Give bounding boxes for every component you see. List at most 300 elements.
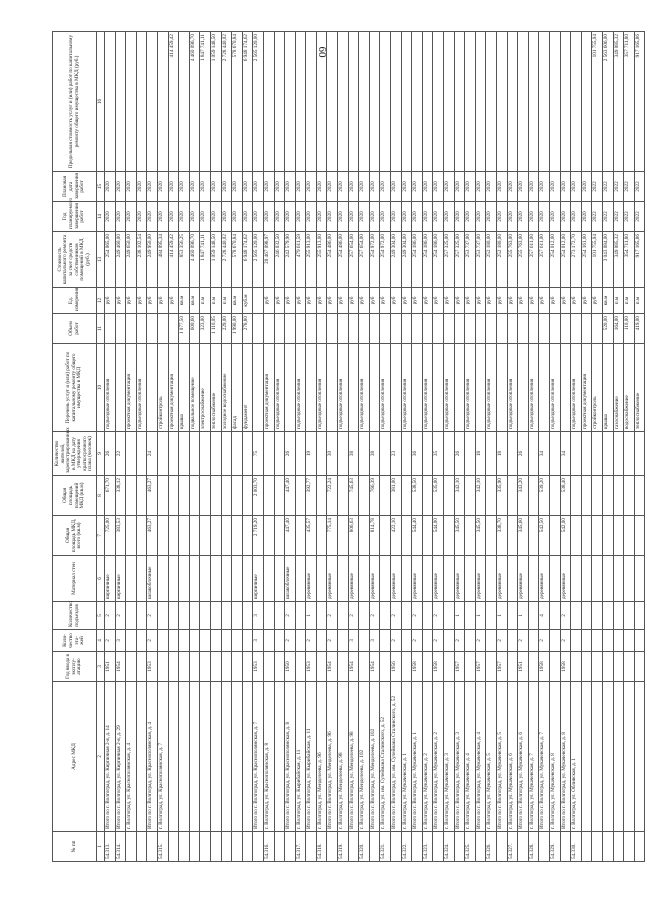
table-row (624, 32, 635, 862)
total-area-cell: 383,53 (115, 516, 126, 556)
entrances-cell (126, 602, 137, 630)
plan-year-cell: 2020 (454, 202, 465, 232)
table-row (602, 32, 613, 862)
wall-material-cell (200, 556, 211, 602)
work-type-cell (433, 344, 444, 432)
floors-cell: 3 (253, 630, 264, 652)
unit-cell: руб (581, 288, 592, 314)
volume-cell (380, 314, 391, 344)
entrances-cell (242, 602, 253, 630)
row-number: 54.318. (316, 832, 327, 862)
plan-year-cell: 2020 (433, 202, 444, 232)
entrances-cell (189, 602, 200, 630)
rotated-table-sheet (52, 32, 641, 862)
volume-cell: 520,00 (602, 314, 613, 344)
year-cell (571, 652, 582, 682)
premises-area-cell: 392,77 (306, 476, 317, 516)
header-cell: Общая площадь помещений МКД (кв.м) (53, 476, 97, 516)
plan-date-cell: 2020 (285, 172, 296, 202)
row-number (126, 832, 137, 862)
cost-cell: 257 654,00 (348, 232, 359, 288)
header-cell: Плановая дата завершения работ (53, 172, 97, 202)
limit-cost-cell (475, 32, 486, 172)
volume-cell: 1 077,50 (179, 314, 190, 344)
premises-area-cell (444, 476, 455, 516)
premises-area-cell (210, 476, 221, 516)
residents-cell: 38 (369, 432, 380, 476)
limit-cost-cell: 917 165,86 (634, 32, 645, 172)
year-cell: 1957 (454, 652, 465, 682)
total-area-cell (168, 516, 179, 556)
work-type-cell: подъездные отопления (507, 344, 518, 432)
entrances-cell (592, 602, 603, 630)
table-row (401, 32, 412, 862)
residents-cell (507, 432, 518, 476)
limit-cost-cell: 2 563 606,00 (602, 32, 613, 172)
total-area-cell (295, 516, 306, 556)
premises-area-cell: 447,40 (285, 476, 296, 516)
limit-cost-cell (295, 32, 306, 172)
column-index: 7 (97, 516, 105, 556)
volume-cell (581, 314, 592, 344)
entrances-cell (359, 602, 370, 630)
plan-year-cell: 2020 (316, 202, 327, 232)
year-cell (444, 652, 455, 682)
floors-cell (189, 630, 200, 652)
work-type-cell: проектная документация (581, 344, 592, 432)
volume-cell (253, 314, 264, 344)
plan-date-cell: 2022 (634, 172, 645, 202)
total-area-cell (380, 516, 391, 556)
residents-cell (136, 432, 147, 476)
total-area-cell (444, 516, 455, 556)
unit-cell: п.м (624, 288, 635, 314)
unit-cell: руб (359, 288, 370, 314)
wall-material-cell: деревянные (306, 556, 317, 602)
floors-cell (295, 630, 306, 652)
plan-year-cell: 2020 (274, 202, 285, 232)
row-number (253, 832, 264, 862)
residents-cell: 18 (475, 432, 486, 476)
row-number (210, 832, 221, 862)
year-cell (338, 652, 349, 682)
limit-cost-cell (571, 32, 582, 172)
floors-cell (528, 630, 539, 652)
floors-cell (602, 630, 613, 652)
table-row (136, 32, 147, 862)
total-area-cell: 806,63 (348, 516, 359, 556)
floors-cell (549, 630, 560, 652)
entrances-cell (613, 602, 624, 630)
wall-material-cell: шлакоблочные (147, 556, 158, 602)
total-area-cell (232, 516, 243, 556)
cost-cell: 252 180,00 (486, 232, 497, 288)
plan-date-cell: 2020 (200, 172, 211, 202)
floors-cell (210, 630, 221, 652)
floors-cell: 2 (147, 630, 158, 652)
cost-cell: 257 325,00 (454, 232, 465, 288)
volume-cell (168, 314, 179, 344)
limit-cost-cell (179, 32, 190, 172)
cost-cell: 479 611,59 (295, 232, 306, 288)
header-cell: Адрес МКД (53, 682, 97, 832)
header-cell: Год планируемого завершения работ (53, 202, 97, 232)
address-cell (221, 682, 232, 832)
plan-date-cell: 2020 (136, 172, 147, 202)
year-cell: 1958 (539, 652, 550, 682)
volume-cell (549, 314, 560, 344)
wall-material-cell (189, 556, 200, 602)
cost-cell: 254 012,00 (560, 232, 571, 288)
total-area-cell (200, 516, 211, 556)
address-cell: г. Волгоград, ул. Мукачевская, д. 8 (549, 682, 560, 832)
address-cell: г. Волгоград, ул. Мукачевская, д. 4 (465, 682, 476, 832)
table-row (486, 32, 497, 862)
cost-cell: 249 460,00 (115, 232, 126, 288)
limit-cost-cell: 2 565 120,00 (253, 32, 264, 172)
plan-date-cell: 2020 (539, 172, 550, 202)
cost-cell: 254 972,00 (380, 232, 391, 288)
table-row (316, 32, 327, 862)
row-number: 54.323. (422, 832, 433, 862)
year-cell (507, 652, 518, 682)
entrances-cell (210, 602, 221, 630)
row-number (179, 832, 190, 862)
wall-material-cell (232, 556, 243, 602)
plan-year-cell: 2022 (592, 202, 603, 232)
limit-cost-cell (518, 32, 529, 172)
row-number: 54.313. (105, 832, 116, 862)
residents-cell (359, 432, 370, 476)
cost-cell: 484 095,34 (157, 232, 168, 288)
year-cell: 1954 (348, 652, 359, 682)
total-area-cell: 422,10 (391, 516, 402, 556)
volume-cell (518, 314, 529, 344)
table-row (242, 32, 253, 862)
table-row (221, 32, 232, 862)
unit-cell: кв.м (232, 288, 243, 314)
year-cell (380, 652, 391, 682)
residents-cell (602, 432, 613, 476)
row-number: 54.320. (359, 832, 370, 862)
year-cell (126, 652, 137, 682)
total-area-cell: 345,60 (518, 516, 529, 556)
unit-cell: руб (571, 288, 582, 314)
table-row (306, 32, 317, 862)
address-cell: г. Волгоград, ул. Мукачевская, д. 5 (486, 682, 497, 832)
total-area-cell (602, 516, 613, 556)
year-cell (602, 652, 613, 682)
plan-year-cell: 2020 (126, 202, 137, 232)
entrances-cell (444, 602, 455, 630)
cost-cell: 414 459,42 (168, 232, 179, 288)
address-cell (136, 682, 147, 832)
plan-year-cell: 2020 (253, 202, 264, 232)
plan-date-cell: 2020 (518, 172, 529, 202)
plan-year-cell: 2020 (115, 202, 126, 232)
total-area-cell (422, 516, 433, 556)
entrances-cell (380, 602, 391, 630)
work-type-cell: подъездные отопления (528, 344, 539, 432)
floors-cell (444, 630, 455, 652)
limit-cost-cell (274, 32, 285, 172)
column-index: 1 (97, 832, 105, 862)
volume-cell (105, 314, 116, 344)
header-cell: Коли-чество эта-жей (53, 630, 97, 652)
floors-cell (592, 630, 603, 652)
cost-cell: 242 579,90 (285, 232, 296, 288)
work-type-cell: подъездные отопления (465, 344, 476, 432)
cost-cell: 254 186,00 (412, 232, 423, 288)
plan-date-cell: 2020 (274, 172, 285, 202)
cost-cell: 246 032,50 (274, 232, 285, 288)
cost-cell: 2 565 120,00 (253, 232, 264, 288)
wall-material-cell (295, 556, 306, 602)
table-row (634, 32, 645, 862)
floors-cell (200, 630, 211, 652)
address-cell (581, 682, 592, 832)
residents-cell: 34 (539, 432, 550, 476)
work-type-cell (348, 344, 359, 432)
table-row (391, 32, 402, 862)
year-cell (613, 652, 624, 682)
unit-cell: руб (592, 288, 603, 314)
cost-cell: 4 460 096,70 (189, 232, 200, 288)
volume-cell (126, 314, 137, 344)
address-cell (624, 682, 635, 832)
cost-cell: 254 186,00 (433, 232, 444, 288)
column-index: 11 (97, 314, 105, 344)
volume-cell (475, 314, 486, 344)
unit-cell (253, 288, 264, 314)
address-cell: Итого по г. Волгоград, ул. Краснополянская, д. 7 (253, 682, 264, 832)
unit-cell: руб (507, 288, 518, 314)
floors-cell (634, 630, 645, 652)
year-cell (401, 652, 412, 682)
row-number (518, 832, 529, 862)
limit-cost-cell (465, 32, 476, 172)
table-row (613, 32, 624, 862)
plan-date-cell: 2020 (486, 172, 497, 202)
row-number (327, 832, 338, 862)
work-type-cell: подъездные отопления (295, 344, 306, 432)
plan-year-cell: 2020 (147, 202, 158, 232)
premises-area-cell (359, 476, 370, 516)
premises-area-cell (592, 476, 603, 516)
unit-cell: руб (263, 288, 274, 314)
plan-date-cell: 2020 (380, 172, 391, 202)
work-type-cell: проектная документация (126, 344, 137, 432)
wall-material-cell (242, 556, 253, 602)
floors-cell: 2 (391, 630, 402, 652)
limit-cost-cell (412, 32, 423, 172)
wall-material-cell (380, 556, 391, 602)
total-area-cell: 345,50 (475, 516, 486, 556)
total-area-cell (401, 516, 412, 556)
unit-cell: руб (147, 288, 158, 314)
work-type-cell: подъездные отопления (274, 344, 285, 432)
address-cell (242, 682, 253, 832)
floors-cell (401, 630, 412, 652)
entrances-cell (634, 602, 645, 630)
address-cell (602, 682, 613, 832)
unit-cell: руб (295, 288, 306, 314)
floors-cell: 2 (105, 630, 116, 652)
plan-year-cell: 2020 (391, 202, 402, 232)
wall-material-cell (359, 556, 370, 602)
entrances-cell: 1 (306, 602, 317, 630)
table-row (380, 32, 391, 862)
limit-cost-cell: 101 755,04 (592, 32, 603, 172)
header-cell: Перечень услуг и (или) работ по капитальному ремонту общего имущества в МКД (53, 344, 97, 432)
table-row (475, 32, 486, 862)
work-type-cell (454, 344, 465, 432)
limit-cost-cell (422, 32, 433, 172)
residents-cell (422, 432, 433, 476)
row-number (539, 832, 550, 862)
entrances-cell: 1 (518, 602, 529, 630)
volume-cell (454, 314, 465, 344)
total-area-cell: 447,40 (285, 516, 296, 556)
header-cell: Год ввода в эксплу-атацию (53, 652, 97, 682)
wall-material-cell: деревянные (539, 556, 550, 602)
year-cell (200, 652, 211, 682)
residents-cell: 26 (518, 432, 529, 476)
total-area-cell: 542,00 (560, 516, 571, 556)
row-number (348, 832, 359, 862)
cost-cell: 1 847 741,11 (200, 232, 211, 288)
total-area-cell: 435,57 (306, 516, 317, 556)
residents-cell (571, 432, 582, 476)
entrances-cell (338, 602, 349, 630)
wall-material-cell: деревянные (327, 556, 338, 602)
plan-year-cell: 2020 (232, 202, 243, 232)
year-cell (422, 652, 433, 682)
work-type-cell: подъездные отопления (401, 344, 412, 432)
year-cell (136, 652, 147, 682)
residents-cell (274, 432, 285, 476)
row-number (613, 832, 624, 862)
year-cell (263, 652, 274, 682)
total-area-cell: 2 719,20 (253, 516, 264, 556)
header-row (53, 32, 97, 862)
address-cell: Итого по г. Волгоград, ул. Кирпичная 2-я, д. 29 (115, 682, 126, 832)
wall-material-cell: кирпичные (253, 556, 264, 602)
work-type-cell (560, 344, 571, 432)
column-index: 14 (97, 202, 105, 232)
entrances-cell (422, 602, 433, 630)
table-row (200, 32, 211, 862)
entrances-cell (624, 602, 635, 630)
plan-year-cell: 2020 (105, 202, 116, 232)
row-number: 54.322. (401, 832, 412, 862)
entrances-cell (486, 602, 497, 630)
unit-cell: руб (465, 288, 476, 314)
wall-material-cell (221, 556, 232, 602)
entrances-cell (232, 602, 243, 630)
residents-cell (221, 432, 232, 476)
work-type-cell (115, 344, 126, 432)
cost-cell: 255 913,00 (316, 232, 327, 288)
header-cell: Объем работ (53, 314, 97, 344)
floors-cell (507, 630, 518, 652)
plan-date-cell: 2022 (613, 172, 624, 202)
entrances-cell (316, 602, 327, 630)
volume-cell: 229,00 (221, 314, 232, 344)
table-row (232, 32, 243, 862)
total-area-cell (189, 516, 200, 556)
table-row (454, 32, 465, 862)
year-cell: 1953 (253, 652, 264, 682)
plan-date-cell: 2020 (327, 172, 338, 202)
work-type-cell: крыша (602, 344, 613, 432)
header-cell: Количество жителей, зарегистрированных в МКД на дату утверждения краткосрочного плана (человек) (53, 432, 97, 476)
wall-material-cell (338, 556, 349, 602)
plan-date-cell: 2022 (602, 172, 613, 202)
row-number (496, 832, 507, 862)
cost-cell: 253 737,00 (465, 232, 476, 288)
limit-cost-cell (507, 32, 518, 172)
entrances-cell: 2 (115, 602, 126, 630)
header-cell: Материал стен (53, 556, 97, 602)
premises-area-cell (624, 476, 635, 516)
premises-area-cell (221, 476, 232, 516)
plan-date-cell: 2020 (242, 172, 253, 202)
plan-date-cell: 2020 (253, 172, 264, 202)
floors-cell: 2 (560, 630, 571, 652)
unit-cell: руб (475, 288, 486, 314)
work-type-cell (391, 344, 402, 432)
cost-cell: 249 650,00 (126, 232, 137, 288)
unit-cell: п.м (210, 288, 221, 314)
limit-cost-cell: 2 728 440,02 (221, 32, 232, 172)
volume-cell: 164,00 (613, 314, 624, 344)
limit-cost-cell (126, 32, 137, 172)
volume-cell (295, 314, 306, 344)
premises-area-cell (380, 476, 391, 516)
floors-cell (263, 630, 274, 652)
total-area-cell (549, 516, 560, 556)
capital-repair-table (52, 31, 645, 862)
column-index: 15 (97, 172, 105, 202)
premises-area-cell (422, 476, 433, 516)
plan-date-cell: 2020 (391, 172, 402, 202)
cost-cell: 578 670,84 (232, 232, 243, 288)
total-area-cell (274, 516, 285, 556)
total-area-cell (465, 516, 476, 556)
cost-cell: 257 654,00 (359, 232, 370, 288)
year-cell: 1953 (147, 652, 158, 682)
address-cell (210, 682, 221, 832)
year-cell (634, 652, 645, 682)
work-type-cell: подъездные отопления (105, 344, 116, 432)
premises-area-cell (189, 476, 200, 516)
column-index: 13 (97, 232, 105, 288)
volume-cell (528, 314, 539, 344)
volume-cell (486, 314, 497, 344)
table-row (465, 32, 476, 862)
address-cell: Итого по г. Волгоград, ул. Краснополянская, д. 8 (285, 682, 296, 832)
row-number (189, 832, 200, 862)
floors-cell (221, 630, 232, 652)
row-number: 54.314. (115, 832, 126, 862)
row-number (433, 832, 444, 862)
limit-cost-cell: 414 459,42 (168, 32, 179, 172)
total-area-cell (613, 516, 624, 556)
premises-area-cell (295, 476, 306, 516)
floors-cell: 2 (539, 630, 550, 652)
column-index: 12 (97, 288, 105, 314)
